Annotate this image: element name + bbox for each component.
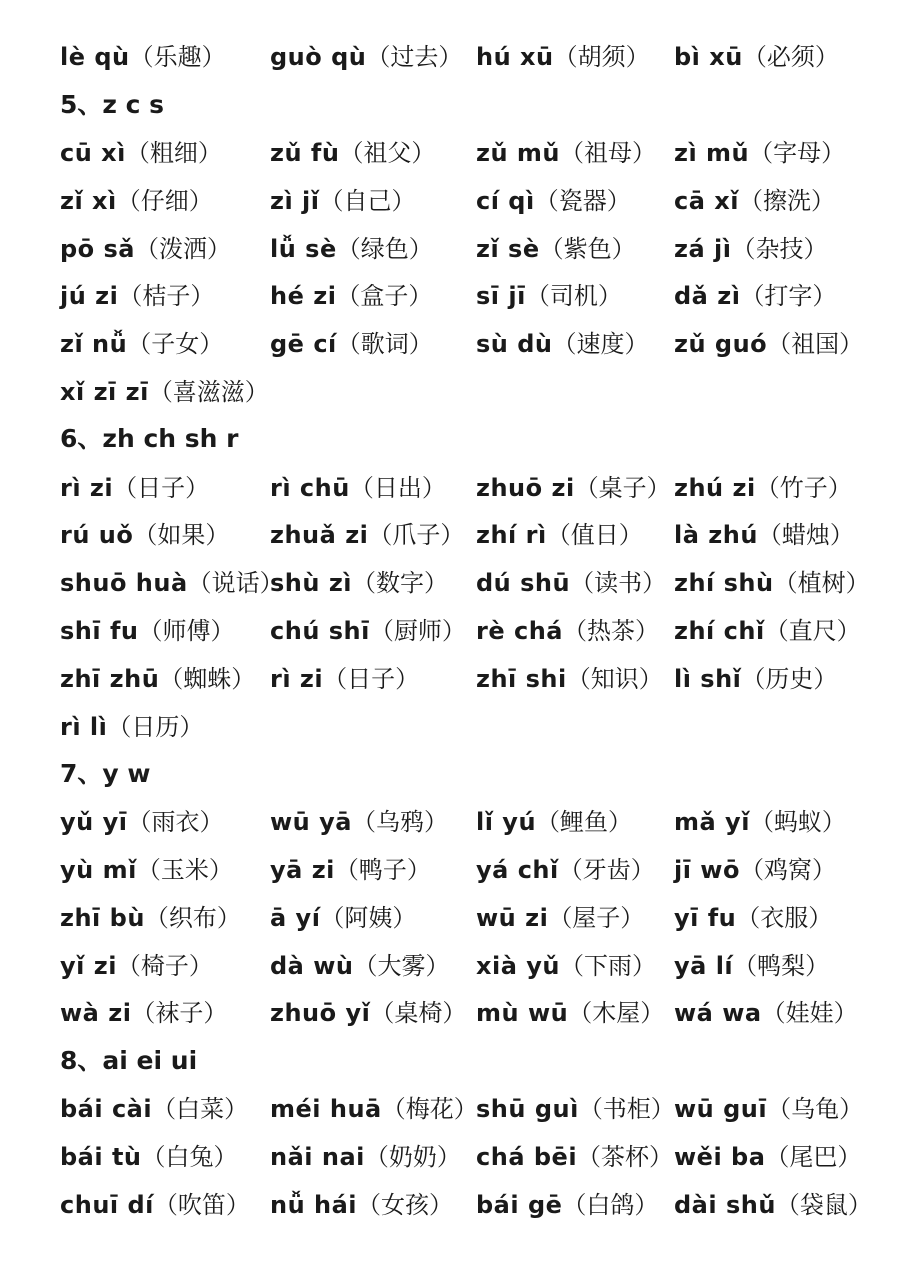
word-item bbox=[270, 898, 476, 933]
word-item bbox=[60, 1137, 270, 1172]
word-item bbox=[674, 611, 904, 646]
word-item bbox=[674, 563, 904, 598]
pinyin-text: wěi ba bbox=[674, 1142, 766, 1171]
word-item bbox=[270, 181, 476, 216]
word-item bbox=[270, 802, 476, 837]
pinyin-text: shuō huà bbox=[60, 569, 188, 598]
pinyin-text: zhī shi bbox=[476, 664, 567, 693]
pinyin-text: dài shǔ bbox=[674, 1190, 776, 1219]
pinyin-text: lè qù bbox=[60, 43, 130, 72]
word-item bbox=[60, 1185, 270, 1220]
pinyin-text: zǔ fù bbox=[270, 138, 340, 167]
hanzi-text: （白菜） bbox=[152, 1096, 249, 1123]
pinyin-text: rì chū bbox=[270, 473, 350, 502]
word-item bbox=[270, 850, 476, 885]
pinyin-text: rì lì bbox=[60, 712, 108, 741]
pinyin-text: là zhú bbox=[674, 521, 758, 550]
word-item bbox=[674, 850, 904, 885]
hanzi-text: （蜡烛） bbox=[757, 523, 854, 550]
word-item bbox=[674, 229, 904, 264]
hanzi-text: （植树） bbox=[773, 571, 870, 598]
pinyin-text: yù mǐ bbox=[60, 855, 137, 884]
hanzi-text: （祖母） bbox=[560, 140, 657, 167]
pinyin-text: yī fu bbox=[674, 903, 737, 932]
section-heading bbox=[60, 413, 904, 461]
word-item bbox=[476, 946, 674, 981]
hanzi-text: （桔子） bbox=[118, 284, 215, 311]
word-item bbox=[60, 37, 270, 72]
hanzi-text: （下雨） bbox=[560, 953, 656, 980]
hanzi-text: （子女） bbox=[127, 332, 224, 359]
word-row bbox=[60, 174, 904, 222]
pinyin-text: zhuō zi bbox=[476, 473, 575, 502]
pinyin-text: yā lí bbox=[674, 951, 734, 980]
pinyin-text: wà zi bbox=[60, 999, 132, 1028]
word-item bbox=[674, 898, 904, 933]
hanzi-text: （椅子） bbox=[116, 953, 213, 980]
pinyin-text: nǎi nai bbox=[270, 1142, 365, 1171]
word-item bbox=[60, 324, 270, 359]
word-item bbox=[270, 515, 476, 550]
hanzi-text: （历史） bbox=[741, 666, 838, 693]
hanzi-text: （蜘蛛） bbox=[159, 666, 256, 693]
hanzi-text: （娃娃） bbox=[761, 1001, 858, 1028]
pinyin-text: xǐ zī zī bbox=[60, 377, 149, 406]
pinyin-text: jī wō bbox=[674, 855, 740, 884]
hanzi-text: （日历） bbox=[107, 714, 204, 741]
word-item bbox=[674, 468, 904, 503]
hanzi-text: （乐趣） bbox=[129, 45, 226, 72]
word-row bbox=[60, 605, 904, 653]
section-heading-label: 5、z c s bbox=[60, 89, 165, 119]
hanzi-text: （说话） bbox=[187, 571, 284, 598]
hanzi-text: （鸡窝） bbox=[739, 857, 836, 884]
word-item bbox=[60, 229, 270, 264]
pinyin-text: cí qì bbox=[476, 186, 535, 215]
hanzi-text: （鸭梨） bbox=[733, 953, 830, 980]
pinyin-text: lǚ sè bbox=[270, 234, 337, 263]
word-item bbox=[270, 659, 476, 694]
hanzi-text: （牙齿） bbox=[558, 857, 655, 884]
hanzi-text: （盒子） bbox=[336, 284, 433, 311]
pinyin-text: lì shǐ bbox=[674, 664, 742, 693]
hanzi-text: （书柜） bbox=[578, 1096, 675, 1123]
hanzi-text: （奶奶） bbox=[364, 1144, 461, 1171]
pinyin-text: jú zi bbox=[60, 282, 119, 311]
hanzi-text: （仔细） bbox=[116, 188, 213, 215]
hanzi-text: （木屋） bbox=[568, 1001, 665, 1028]
pinyin-text: rú uǒ bbox=[60, 521, 134, 550]
hanzi-text: （胡须） bbox=[553, 45, 650, 72]
word-row bbox=[60, 318, 904, 366]
hanzi-text: （大雾） bbox=[353, 953, 450, 980]
pinyin-text: méi huā bbox=[270, 1094, 382, 1123]
word-item bbox=[60, 563, 284, 598]
hanzi-text: （袜子） bbox=[131, 1001, 228, 1028]
hanzi-text: （知识） bbox=[566, 666, 663, 693]
hanzi-text: （梅花） bbox=[381, 1096, 478, 1123]
word-item bbox=[270, 611, 476, 646]
word-row bbox=[60, 557, 904, 605]
hanzi-text: （字母） bbox=[749, 140, 846, 167]
section-heading-label: 6、zh ch sh r bbox=[60, 424, 239, 454]
word-row bbox=[60, 1083, 904, 1131]
hanzi-text: （竹子） bbox=[755, 475, 852, 502]
word-item bbox=[60, 946, 270, 981]
word-item bbox=[60, 802, 270, 837]
word-item bbox=[60, 850, 270, 885]
word-row bbox=[60, 31, 904, 79]
hanzi-text: （屋子） bbox=[548, 905, 645, 932]
word-item bbox=[270, 276, 476, 311]
hanzi-text: （日出） bbox=[349, 475, 446, 502]
word-item bbox=[674, 802, 904, 837]
word-item bbox=[270, 1137, 476, 1172]
pinyin-text: rì zi bbox=[60, 473, 114, 502]
pinyin-text: zá jì bbox=[674, 234, 732, 263]
pinyin-text: bì xū bbox=[674, 43, 743, 72]
hanzi-text: （白鸽） bbox=[562, 1192, 659, 1219]
hanzi-text: （师傅） bbox=[138, 618, 235, 645]
hanzi-text: （衣服） bbox=[736, 905, 833, 932]
hanzi-text: （日子） bbox=[113, 475, 210, 502]
word-item bbox=[60, 468, 270, 503]
word-item bbox=[60, 276, 270, 311]
word-item bbox=[270, 1185, 476, 1220]
hanzi-text: （自己） bbox=[319, 188, 416, 215]
pinyin-text: zǐ sè bbox=[476, 234, 540, 263]
hanzi-text: （数字） bbox=[352, 571, 449, 598]
hanzi-text: （爪子） bbox=[368, 523, 465, 550]
pinyin-text: gē cí bbox=[270, 330, 337, 359]
section-heading-label: 7、y w bbox=[60, 758, 151, 788]
hanzi-text: （厨师） bbox=[369, 618, 466, 645]
pinyin-text: zhí shù bbox=[674, 569, 774, 598]
pinyin-text: zhú zi bbox=[674, 473, 756, 502]
section-heading bbox=[60, 79, 904, 127]
pinyin-text: zǔ guó bbox=[674, 330, 768, 359]
hanzi-text: （吹笛） bbox=[153, 1192, 250, 1219]
hanzi-text: （祖国） bbox=[767, 332, 864, 359]
pinyin-text: rè chá bbox=[476, 616, 563, 645]
word-item bbox=[270, 946, 476, 981]
hanzi-text: （杂技） bbox=[731, 236, 828, 263]
word-item bbox=[270, 1089, 476, 1124]
hanzi-text: （读书） bbox=[570, 571, 667, 598]
hanzi-text: （紫色） bbox=[539, 236, 636, 263]
word-row bbox=[60, 509, 904, 557]
word-item bbox=[476, 324, 674, 359]
word-item bbox=[476, 515, 674, 550]
word-item bbox=[270, 468, 476, 503]
hanzi-text: （祖父） bbox=[339, 140, 436, 167]
pinyin-text: nǚ hái bbox=[270, 1190, 358, 1219]
hanzi-text: （桌椅） bbox=[370, 1001, 467, 1028]
hanzi-text: （歌词） bbox=[336, 332, 433, 359]
hanzi-text: （尾巴） bbox=[765, 1144, 862, 1171]
pinyin-text: zhī bù bbox=[60, 903, 145, 932]
word-item bbox=[476, 133, 674, 168]
word-item bbox=[476, 276, 674, 311]
hanzi-text: （乌鸦） bbox=[351, 810, 448, 837]
pinyin-text: zhí rì bbox=[476, 521, 547, 550]
pinyin-text: bái tù bbox=[60, 1142, 142, 1171]
word-item bbox=[60, 1089, 270, 1124]
pinyin-text: bái gē bbox=[476, 1190, 563, 1219]
hanzi-text: （粗细） bbox=[125, 140, 222, 167]
pinyin-text: sī jī bbox=[476, 282, 526, 311]
pinyin-text: yǔ yī bbox=[60, 808, 128, 837]
pinyin-text: guò qù bbox=[270, 43, 367, 72]
word-item bbox=[476, 468, 674, 503]
pinyin-text: yā zi bbox=[270, 855, 335, 884]
word-row bbox=[60, 891, 904, 939]
pinyin-text: cā xǐ bbox=[674, 186, 739, 215]
word-item bbox=[270, 993, 476, 1028]
word-item bbox=[476, 1185, 674, 1220]
word-item bbox=[60, 707, 270, 742]
word-item bbox=[60, 181, 270, 216]
word-item bbox=[476, 563, 674, 598]
pinyin-text: yá chǐ bbox=[476, 855, 559, 884]
hanzi-text: （过去） bbox=[366, 45, 463, 72]
hanzi-text: （如果） bbox=[133, 523, 230, 550]
word-row bbox=[60, 1130, 904, 1178]
hanzi-text: （擦洗） bbox=[738, 188, 835, 215]
pinyin-text: chá bēi bbox=[476, 1142, 578, 1171]
pinyin-text: hé zi bbox=[270, 282, 337, 311]
word-row bbox=[60, 844, 904, 892]
word-item bbox=[476, 659, 674, 694]
section-heading bbox=[60, 1035, 904, 1083]
pinyin-text: rì zi bbox=[270, 664, 324, 693]
pinyin-text: zì jǐ bbox=[270, 186, 320, 215]
word-item bbox=[674, 133, 904, 168]
pinyin-text: zǔ mǔ bbox=[476, 138, 561, 167]
pinyin-text: shī fu bbox=[60, 616, 139, 645]
word-row bbox=[60, 270, 904, 318]
pinyin-text: wū guī bbox=[674, 1094, 768, 1123]
word-item bbox=[674, 946, 904, 981]
hanzi-text: （热茶） bbox=[562, 618, 659, 645]
word-item bbox=[270, 37, 476, 72]
hanzi-text: （喜滋滋） bbox=[148, 379, 269, 406]
word-row bbox=[60, 700, 904, 748]
word-item bbox=[674, 324, 904, 359]
hanzi-text: （蚂蚁） bbox=[749, 810, 846, 837]
word-item bbox=[476, 611, 674, 646]
word-item bbox=[60, 515, 270, 550]
word-item bbox=[60, 372, 270, 407]
word-row bbox=[60, 796, 904, 844]
hanzi-text: （女孩） bbox=[357, 1192, 454, 1219]
hanzi-text: （瓷器） bbox=[534, 188, 631, 215]
word-item bbox=[476, 37, 674, 72]
pinyin-text: lǐ yú bbox=[476, 808, 537, 837]
word-row bbox=[60, 461, 904, 509]
word-item bbox=[476, 1137, 674, 1172]
pinyin-text: zǐ xì bbox=[60, 186, 117, 215]
hanzi-text: （阿姨） bbox=[320, 905, 417, 932]
pinyin-text: mù wū bbox=[476, 999, 569, 1028]
hanzi-text: （泼洒） bbox=[135, 236, 232, 263]
word-item bbox=[476, 181, 674, 216]
pinyin-text: zhī zhū bbox=[60, 664, 160, 693]
hanzi-text: （值日） bbox=[546, 523, 643, 550]
word-item bbox=[270, 563, 476, 598]
word-item bbox=[270, 324, 476, 359]
pinyin-text: zhí chǐ bbox=[674, 616, 765, 645]
word-row bbox=[60, 1178, 904, 1226]
pinyin-text: zǐ nǚ bbox=[60, 330, 128, 359]
word-item bbox=[60, 898, 270, 933]
word-row bbox=[60, 366, 904, 414]
pinyin-text: yǐ zi bbox=[60, 951, 117, 980]
word-item bbox=[674, 1137, 904, 1172]
pinyin-text: pō sǎ bbox=[60, 234, 136, 263]
word-item bbox=[270, 133, 476, 168]
hanzi-text: （直尺） bbox=[764, 618, 861, 645]
section-heading bbox=[60, 748, 904, 796]
hanzi-text: （玉米） bbox=[136, 857, 233, 884]
hanzi-text: （绿色） bbox=[336, 236, 433, 263]
word-row bbox=[60, 652, 904, 700]
word-item bbox=[476, 802, 674, 837]
word-item bbox=[674, 659, 904, 694]
pinyin-text: dú shū bbox=[476, 569, 571, 598]
word-item bbox=[674, 515, 904, 550]
hanzi-text: （司机） bbox=[525, 284, 622, 311]
word-item bbox=[674, 1185, 904, 1220]
word-item bbox=[476, 850, 674, 885]
word-item bbox=[476, 229, 674, 264]
word-item bbox=[476, 1089, 674, 1124]
word-item bbox=[674, 993, 904, 1028]
pinyin-text: ā yí bbox=[270, 903, 321, 932]
pinyin-text: chuī dí bbox=[60, 1190, 154, 1219]
word-item bbox=[60, 133, 270, 168]
pinyin-text: dà wù bbox=[270, 951, 354, 980]
word-row bbox=[60, 987, 904, 1035]
word-item bbox=[674, 276, 904, 311]
hanzi-text: （织布） bbox=[144, 905, 241, 932]
hanzi-text: （鸭子） bbox=[334, 857, 431, 884]
hanzi-text: （速度） bbox=[552, 332, 649, 359]
word-item bbox=[674, 37, 904, 72]
word-row bbox=[60, 222, 904, 270]
hanzi-text: （乌龟） bbox=[767, 1096, 864, 1123]
pinyin-text: mǎ yǐ bbox=[674, 808, 750, 837]
word-item bbox=[476, 898, 674, 933]
pinyin-text: chú shī bbox=[270, 616, 370, 645]
pinyin-text: shū guì bbox=[476, 1094, 579, 1123]
pinyin-text: sù dù bbox=[476, 330, 553, 359]
pinyin-text: shù zì bbox=[270, 569, 353, 598]
hanzi-text: （必须） bbox=[742, 45, 839, 72]
hanzi-text: （桌子） bbox=[574, 475, 671, 502]
hanzi-text: （白兔） bbox=[141, 1144, 238, 1171]
word-item bbox=[60, 993, 270, 1028]
hanzi-text: （日子） bbox=[323, 666, 420, 693]
pinyin-text: wá wa bbox=[674, 999, 762, 1028]
pinyin-text: bái cài bbox=[60, 1094, 153, 1123]
word-row bbox=[60, 939, 904, 987]
word-item bbox=[270, 229, 476, 264]
word-item bbox=[674, 1089, 904, 1124]
hanzi-text: （袋鼠） bbox=[775, 1192, 872, 1219]
pinyin-text: zì mǔ bbox=[674, 138, 750, 167]
section-heading-label: 8、ai ei ui bbox=[60, 1045, 198, 1075]
hanzi-text: （打字） bbox=[740, 284, 837, 311]
word-row bbox=[60, 127, 904, 175]
word-item bbox=[674, 181, 904, 216]
hanzi-text: （茶杯） bbox=[577, 1144, 674, 1171]
pinyin-text: cū xì bbox=[60, 138, 126, 167]
pinyin-text: xià yǔ bbox=[476, 951, 560, 980]
hanzi-text: （雨衣） bbox=[127, 810, 224, 837]
word-item bbox=[60, 611, 270, 646]
word-item bbox=[476, 993, 674, 1028]
pinyin-text: zhuǎ zi bbox=[270, 521, 369, 550]
pinyin-text: hú xū bbox=[476, 43, 554, 72]
pinyin-text: wū yā bbox=[270, 808, 352, 837]
pinyin-text: dǎ zì bbox=[674, 282, 741, 311]
pinyin-text: zhuō yǐ bbox=[270, 999, 371, 1028]
hanzi-text: （鲤鱼） bbox=[536, 810, 633, 837]
pinyin-text: wū zi bbox=[476, 903, 549, 932]
word-item bbox=[60, 659, 270, 694]
